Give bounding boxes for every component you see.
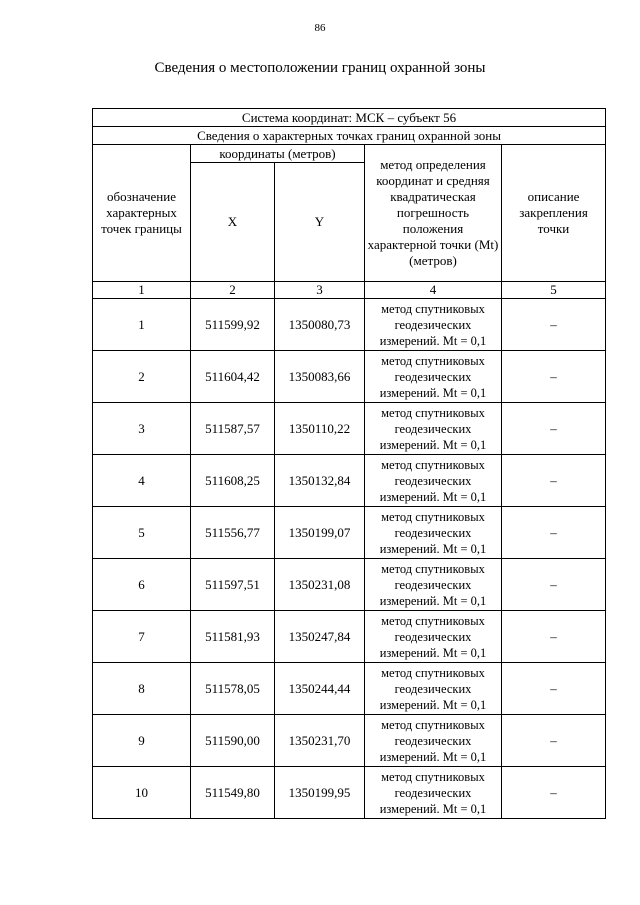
method-line: измерений. Mt = 0,1 — [379, 593, 487, 608]
method-cell — [365, 351, 502, 403]
method-cell — [365, 403, 502, 455]
method-line: метод спутниковых — [381, 353, 485, 368]
table-row — [93, 559, 606, 611]
description-cell: – — [502, 663, 606, 715]
designation-header: обозначение характерных точек границы — [93, 145, 191, 282]
document-title: Сведения о местоположении границ охранной зоны — [154, 60, 486, 76]
x-cell: 511599,92 — [191, 299, 275, 351]
description-cell: – — [502, 299, 606, 351]
table-row — [93, 611, 606, 663]
method-line: геодезических — [394, 577, 472, 592]
method-line: метод спутниковых — [381, 301, 485, 316]
method-cell — [365, 455, 502, 507]
column-number: 2 — [191, 282, 275, 299]
method-line: геодезических — [394, 421, 472, 436]
table-row — [93, 299, 606, 351]
coordinate-system-header: Система координат: МСК – субъект 56 — [93, 109, 606, 127]
section-header: Сведения о характерных точках границ охранной зоны — [93, 127, 606, 145]
description-cell: – — [502, 507, 606, 559]
y-cell: 1350247,84 — [275, 611, 365, 663]
y-cell: 1350231,08 — [275, 559, 365, 611]
x-cell: 511581,93 — [191, 611, 275, 663]
column-number: 3 — [275, 282, 365, 299]
method-line: измерений. Mt = 0,1 — [379, 697, 487, 712]
method-line: геодезических — [394, 733, 472, 748]
y-cell: 1350080,73 — [275, 299, 365, 351]
y-cell: 1350231,70 — [275, 715, 365, 767]
y-cell: 1350110,22 — [275, 403, 365, 455]
table-row — [93, 767, 606, 819]
method-header: метод определения координат и средняя квадратическая погрешность положения характерной точки (Mt) (метров) — [365, 145, 502, 282]
method-cell — [365, 299, 502, 351]
method-line: метод спутниковых — [381, 613, 485, 628]
method-cell — [365, 715, 502, 767]
x-cell: 511590,00 — [191, 715, 275, 767]
method-cell — [365, 559, 502, 611]
method-line: измерений. Mt = 0,1 — [379, 437, 487, 452]
x-cell: 511597,51 — [191, 559, 275, 611]
method-line: метод спутниковых — [381, 509, 485, 524]
point-cell: 7 — [93, 611, 191, 663]
table-row — [93, 507, 606, 559]
table-row — [93, 403, 606, 455]
boundary-points-table — [92, 108, 606, 819]
method-line: геодезических — [394, 473, 472, 488]
point-cell: 1 — [93, 299, 191, 351]
table-row — [93, 455, 606, 507]
description-header: описание закрепления точки — [502, 145, 606, 282]
description-cell: – — [502, 351, 606, 403]
point-cell: 10 — [93, 767, 191, 819]
y-header: Y — [275, 163, 365, 282]
point-cell: 5 — [93, 507, 191, 559]
x-cell: 511604,42 — [191, 351, 275, 403]
method-line: метод спутниковых — [381, 561, 485, 576]
y-cell: 1350244,44 — [275, 663, 365, 715]
method-line: метод спутниковых — [381, 717, 485, 732]
method-cell — [365, 663, 502, 715]
description-cell: – — [502, 715, 606, 767]
description-cell: – — [502, 403, 606, 455]
method-cell — [365, 611, 502, 663]
method-line: геодезических — [394, 369, 472, 384]
y-cell: 1350199,95 — [275, 767, 365, 819]
method-line: геодезических — [394, 629, 472, 644]
y-cell: 1350132,84 — [275, 455, 365, 507]
page-number: 86 — [314, 22, 326, 34]
method-line: измерений. Mt = 0,1 — [379, 385, 487, 400]
method-line: метод спутниковых — [381, 457, 485, 472]
point-cell: 9 — [93, 715, 191, 767]
x-cell: 511578,05 — [191, 663, 275, 715]
x-cell: 511549,80 — [191, 767, 275, 819]
y-cell: 1350083,66 — [275, 351, 365, 403]
method-line: измерений. Mt = 0,1 — [379, 489, 487, 504]
point-cell: 8 — [93, 663, 191, 715]
point-cell: 6 — [93, 559, 191, 611]
method-line: геодезических — [394, 681, 472, 696]
method-line: метод спутниковых — [381, 769, 485, 784]
method-line: геодезических — [394, 525, 472, 540]
x-cell: 511556,77 — [191, 507, 275, 559]
column-number: 1 — [93, 282, 191, 299]
x-cell: 511587,57 — [191, 403, 275, 455]
x-header: X — [191, 163, 275, 282]
method-line: измерений. Mt = 0,1 — [379, 333, 487, 348]
point-cell: 3 — [93, 403, 191, 455]
table-row — [93, 715, 606, 767]
method-cell — [365, 507, 502, 559]
method-line: метод спутниковых — [381, 405, 485, 420]
method-line: метод спутниковых — [381, 665, 485, 680]
description-cell: – — [502, 559, 606, 611]
point-cell: 2 — [93, 351, 191, 403]
method-line: измерений. Mt = 0,1 — [379, 541, 487, 556]
method-cell — [365, 767, 502, 819]
table-row — [93, 351, 606, 403]
method-line: измерений. Mt = 0,1 — [379, 801, 487, 816]
description-cell: – — [502, 611, 606, 663]
coordinates-header: координаты (метров) — [191, 145, 365, 163]
method-line: геодезических — [394, 317, 472, 332]
column-number-row — [93, 282, 606, 299]
method-line: геодезических — [394, 785, 472, 800]
x-cell: 511608,25 — [191, 455, 275, 507]
y-cell: 1350199,07 — [275, 507, 365, 559]
description-cell: – — [502, 767, 606, 819]
column-number: 4 — [365, 282, 502, 299]
method-line: измерений. Mt = 0,1 — [379, 645, 487, 660]
method-line: измерений. Mt = 0,1 — [379, 749, 487, 764]
table-row — [93, 663, 606, 715]
description-cell: – — [502, 455, 606, 507]
point-cell: 4 — [93, 455, 191, 507]
column-number: 5 — [502, 282, 606, 299]
